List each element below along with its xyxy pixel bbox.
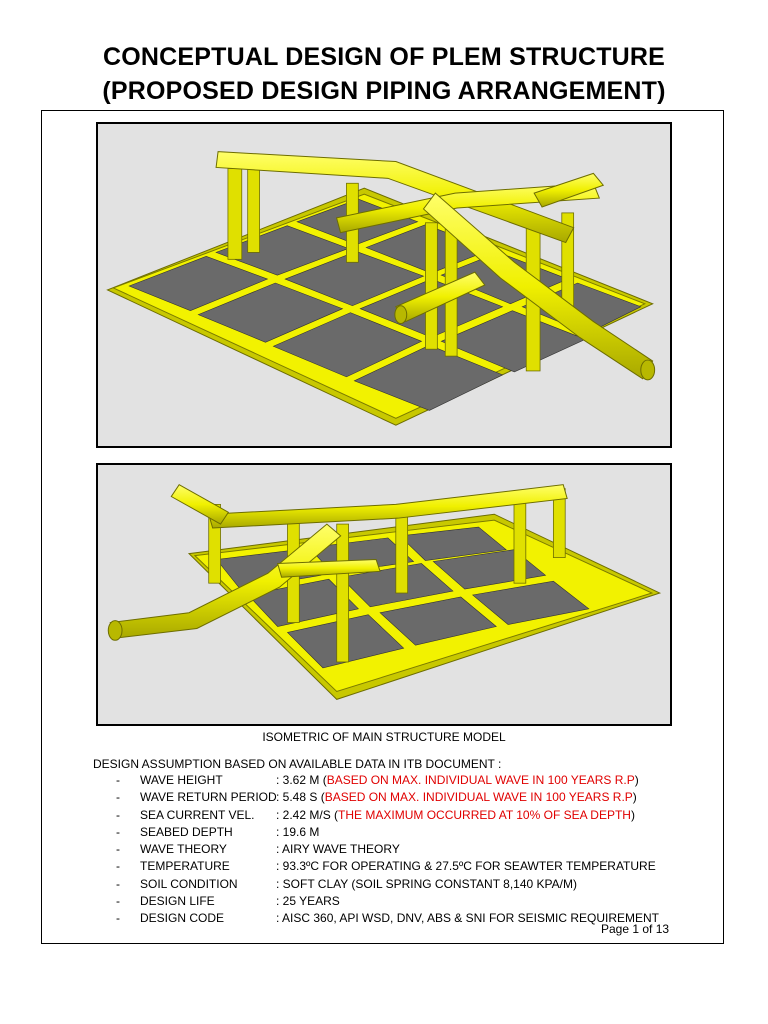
list-item bbox=[93, 893, 713, 910]
item-value: : 5.48 S ( bbox=[276, 790, 325, 805]
item-value: : AISC 360, API WSD, DNV, ABS & SNI FOR SEISMIC REQUIREMENT bbox=[276, 911, 659, 926]
list-item bbox=[93, 858, 713, 875]
bullet-dash: - bbox=[116, 894, 120, 909]
item-note: BASED ON MAX. INDIVIDUAL WAVE IN 100 YEARS R.P bbox=[326, 773, 635, 787]
document-title-line2: (PROPOSED DESIGN PIPING ARRANGEMENT) bbox=[102, 77, 666, 105]
item-value: : 2.42 M/S ( bbox=[276, 807, 339, 822]
structure-render-bottom bbox=[96, 463, 672, 726]
bullet-dash: - bbox=[116, 773, 120, 787]
list-item bbox=[93, 841, 713, 858]
item-label: SEA CURRENT VEL. bbox=[140, 807, 255, 822]
bullet-dash: - bbox=[116, 876, 120, 891]
bullet-dash: - bbox=[116, 807, 120, 822]
item-label: SOIL CONDITION bbox=[140, 876, 238, 891]
list-item bbox=[93, 789, 713, 806]
plem-isometric-top bbox=[98, 124, 670, 446]
item-tail: ) bbox=[634, 773, 639, 787]
design-assumption-heading: DESIGN ASSUMPTION BASED ON AVAILABLE DATA IN ITB DOCUMENT : bbox=[93, 757, 502, 771]
item-label: WAVE THEORY bbox=[140, 842, 227, 857]
item-label: DESIGN LIFE bbox=[140, 894, 215, 909]
item-label: WAVE RETURN PERIOD bbox=[140, 790, 277, 805]
item-note: BASED ON MAX. INDIVIDUAL WAVE IN 100 YEARS R.P bbox=[324, 790, 633, 805]
item-label: DESIGN CODE bbox=[140, 911, 225, 926]
bullet-dash: - bbox=[116, 911, 120, 926]
list-item bbox=[93, 772, 713, 789]
design-assumption-list bbox=[93, 772, 713, 928]
item-tail: ) bbox=[630, 807, 635, 822]
item-value: : 93.3ºC FOR OPERATING & 27.5ºC FOR SEAWTER TEMPERATURE bbox=[276, 859, 656, 874]
bullet-dash: - bbox=[116, 790, 120, 805]
item-value: : 19.6 M bbox=[276, 824, 320, 839]
list-item bbox=[93, 807, 713, 824]
item-label: TEMPERATURE bbox=[140, 859, 230, 874]
page-number: Page 1 of 13 bbox=[601, 922, 670, 936]
list-item bbox=[93, 824, 713, 841]
item-value: : AIRY WAVE THEORY bbox=[276, 842, 400, 857]
bullet-dash: - bbox=[116, 859, 120, 874]
document-title-line1: CONCEPTUAL DESIGN OF PLEM STRUCTURE bbox=[102, 43, 666, 71]
item-value: : 25 YEARS bbox=[276, 894, 340, 909]
bullet-dash: - bbox=[116, 842, 120, 857]
item-value: : SOFT CLAY (SOIL SPRING CONSTANT 8,140 KPA/M) bbox=[276, 876, 577, 891]
item-label: WAVE HEIGHT bbox=[140, 773, 223, 787]
structure-render-top bbox=[96, 122, 672, 448]
figure-caption: ISOMETRIC OF MAIN STRUCTURE MODEL bbox=[262, 730, 506, 744]
item-tail: ) bbox=[632, 790, 637, 805]
item-label: SEABED DEPTH bbox=[140, 824, 233, 839]
item-note: THE MAXIMUM OCCURRED AT 10% OF SEA DEPTH bbox=[338, 807, 631, 822]
plem-isometric-bottom bbox=[98, 465, 670, 724]
item-value: : 3.62 M ( bbox=[276, 773, 327, 787]
bullet-dash: - bbox=[116, 824, 120, 839]
list-item bbox=[93, 876, 713, 893]
